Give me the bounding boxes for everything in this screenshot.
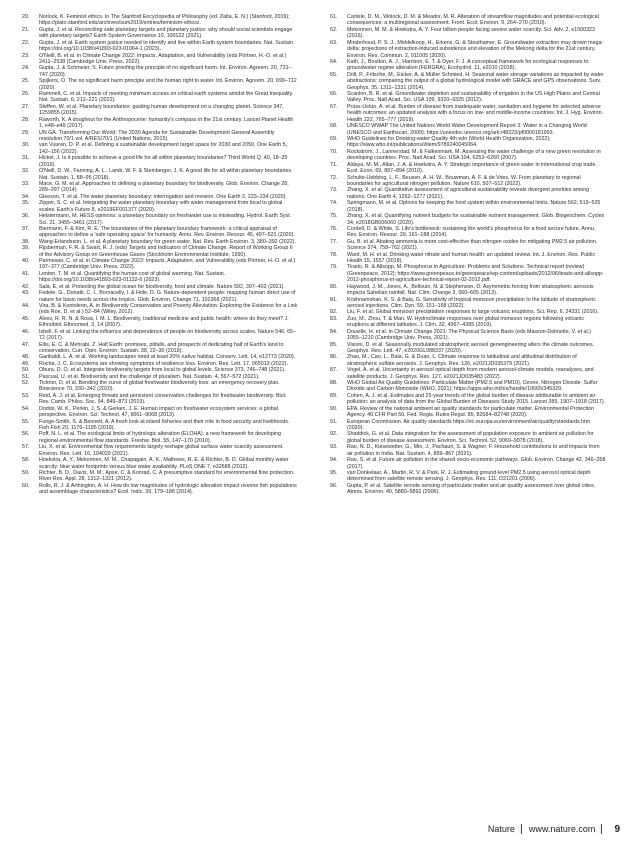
reference-number: 79.	[330, 264, 338, 271]
reference-number: 77.	[330, 238, 338, 245]
reference-number: 95.	[330, 469, 338, 476]
reference-item	[330, 27, 606, 40]
reference-number: 70.	[330, 148, 338, 155]
reference-text: Steffen, W. et al. Planetary boundaries: guiding human development on a changing planet. Science 347, 1259855 (2015).	[39, 103, 284, 117]
reference-number: 46.	[22, 328, 30, 335]
reference-item	[330, 367, 606, 380]
reference-item	[22, 258, 298, 271]
reference-item	[330, 264, 606, 283]
reference-text: EPA. Review of the national ambient air quality standards for particulate matter. Environmental Protection Agency. 40 CFR Part 50. Fed. Regis. Rules Regul. 85, 82684–82748 (2020).	[347, 405, 595, 419]
reference-item	[330, 200, 606, 213]
reference-item	[22, 470, 298, 483]
reference-text: Zhang, X. et al. Quantitative assessment of agricultural sustainability reveals divergent priorities among nations. One Earth 4, 1262–1277 (2021).	[347, 187, 590, 200]
reference-text: Kath, J., Boulton, A. J., Harrison, E. T. & Dyer, F. J. A conceptual framework for ecological responses to groundwater regime alteration (FERGRA). Ecohydrol. 11, e2010 (2018).	[347, 58, 589, 72]
reference-number: 51.	[22, 373, 30, 380]
reference-item	[330, 380, 606, 393]
reference-number: 74.	[330, 200, 338, 207]
reference-number: 33.	[22, 180, 30, 187]
reference-number: 43.	[22, 290, 30, 297]
reference-number: 54.	[22, 405, 30, 412]
reference-number: 52.	[22, 380, 30, 387]
reference-text: O'Neill, D. W., Fanning, A. L., Lamb, W. F. & Steinberger, J. K. A good life for all within planetary boundaries. Nat. Sustain. 1, 88–95 (2018).	[39, 168, 293, 181]
reference-number: 62.	[330, 26, 338, 33]
reference-number: 91.	[330, 418, 338, 425]
reference-text: Zipper, S. C. et al. Integrating the water planetary boundary with water management from local to global scales. Earth's Future 8, e2019EF001377 (2020).	[39, 200, 283, 213]
reference-item	[330, 252, 606, 265]
reference-text: van Vuuren, D. P. et al. Defining a sustainable development target space for 2030 and 2050. One Earth 5, 142–156 (2022).	[39, 142, 288, 155]
reference-item	[330, 162, 606, 175]
reference-text: Vogel, A. et al. Uncertainty in aerosol optical depth from modern aerosol-climate models, reanalyses, and satellite products. J. Geophys. Res. 127, e2021JD035483 (2022).	[347, 367, 594, 380]
reference-number: 81.	[330, 296, 338, 303]
reference-text: Prüss-Ustün, A. et al. Burden of disease from inadequate water, sanitation and hygiene for selected adverse health outcomes: an updated analysis with a focus on low- and middle-income countries. Int. J. Hyg. Environ. Health 222, 765–777 (2019).	[347, 103, 604, 123]
reference-number: 76.	[330, 225, 338, 232]
reference-item	[22, 168, 298, 181]
reference-item	[22, 53, 298, 66]
reference-item	[22, 419, 298, 432]
reference-text: Ellis, E. C. & Mehrabi, Z. Half Earth: promises, pitfalls, and prospects of dedicating half of Earth's land to conservation. Curr. Opin. Environ. Sustain. 38, 22–30 (2019).	[39, 341, 284, 354]
reference-number: 34.	[22, 193, 30, 200]
reference-text: Visioni, D. et al. Seasonally modulated stratospheric aerosol geoengineering alters the climate outcomes. Geophys. Res. Lett. 47, e2020GL088337 (2020).	[347, 341, 595, 354]
reference-item	[22, 142, 298, 155]
reference-number: 86.	[330, 354, 338, 361]
reference-number: 60.	[22, 482, 30, 489]
reference-number: 92.	[330, 431, 338, 438]
reference-item	[22, 431, 298, 444]
reference-number: 55.	[22, 418, 30, 425]
reference-item	[330, 354, 606, 367]
reference-number: 44.	[22, 302, 30, 309]
reference-text: European Commission. Air quality standards https://ec.europa.eu/environment/air/quality/standards.htm (2020).	[347, 418, 591, 431]
reference-item	[330, 419, 606, 432]
reference-text: Reid, A. J. et al. Emerging threats and persistent conservation challenges for freshwater biodiversity. Biol. Rev. Camb. Philos. Soc. 94, 849–873 (2019).	[39, 392, 287, 406]
reference-item	[22, 329, 298, 342]
reference-text: Heistermann, M. HESS opinions: a planetary boundary on freshwater use is misleading. Hydrol. Earth Syst. Sci. 21, 3455–3461 (2017).	[39, 213, 292, 226]
reference-item	[330, 226, 606, 239]
reference-number: 78.	[330, 251, 338, 258]
reference-item	[22, 91, 298, 104]
reference-text: Gupta, J. et al. Earth system justice needed to identify and live within Earth system boundaries. Nat. Sustain. https://doi.org/10.1038/s41893-023-01064-1 (2023).	[39, 39, 295, 53]
reference-item	[22, 483, 298, 496]
reference-text: Scanlon, B. R. et al. Groundwater depletion and sustainability of irrigation in the US High Plains and Central Valley. Proc. Natl Acad. Sci. USA 109, 9320–9325 (2012).	[347, 91, 600, 104]
reference-number: 50.	[22, 367, 30, 374]
reference-text: Dodds, W. K., Perkin, J. S. & Gerken, J. E. Human impact on freshwater ecosystem services: a global perspective. Environ. Sci. Technol. 47, 9061–9068 (2013).	[39, 405, 278, 419]
reference-number: 37.	[22, 225, 30, 232]
reference-item	[330, 342, 606, 355]
reference-number: 96.	[330, 482, 338, 489]
reference-number: 24.	[22, 65, 30, 72]
footer-separator	[521, 824, 522, 834]
reference-text: Haywood, J. M., Jones, A., Bellouin, N. & Stephenson, D. Asymmetric forcing from stratospheric aerosols impacts Sahelian rainfall. Nat. Clim. Change 3, 660–665 (2013).	[347, 283, 594, 297]
reference-text: Richter, B. D., Davis, M. M., Apse, C. & Konrad, C. A presumptive standard for environmental flow protection. River Res. Appl. 28, 1312–1321 (2012).	[39, 469, 295, 483]
reference-text: Cohen, A. J. et al. Estimates and 25-year trends of the global burden of disease attributable to ambient air pollution: an analysis of data from the Global Burden of Diseases Study 2015. Lancet 389, 1907–1918 (2017).	[347, 392, 606, 406]
reference-item	[22, 316, 298, 329]
reference-number: 53.	[22, 392, 30, 399]
reference-item	[330, 175, 606, 188]
reference-number: 65.	[330, 71, 338, 78]
reference-number: 21.	[22, 26, 30, 33]
reference-text: Hoekstra, A. Y., Mekonnen, M. M., Chapagain, A. K., Mathews, R. E. & Richter, B. D. Global monthly water scarcity: blue water footprints versus blue water availability. PLoS ONE 7, e32688 (2012).	[39, 457, 289, 470]
reference-text: Poff, N. L. et al. The ecological limits of hydrologic alteration (ELOHA): a new framework for developing regional environmental flow standards. Freshw. Biol. 55, 147–170 (2010).	[39, 431, 281, 444]
reference-item	[330, 40, 606, 59]
reference-text: Lenton, T. M. et al. Quantifying the human cost of global warming. Nat. Sustain. https://doi.org/10.1038/s41893-023-01132-6 (2023).	[39, 270, 226, 284]
reference-item	[330, 470, 606, 483]
reference-text: Zuo, M., Zhou, T. & Man, W. Hydroclimate responses over global monsoon regions following volcanic eruptions at different latitudes. J. Clim. 32, 4367–4385 (2019).	[347, 315, 585, 329]
reference-number: 59.	[22, 469, 30, 476]
reference-item	[330, 431, 606, 444]
reference-text: Minderhoud, P. S. J., Middelkoop, H., Erkens, G. & Stouthamer, E. Groundwater extraction may drown mega-delta: projections of extraction-induced subsidence and elevation of the Mekong delta for the 21st century. Environ. Res. Commun. 2, 011005 (2020).	[347, 39, 604, 59]
reference-item	[330, 72, 606, 91]
reference-text: Gupta, J. & Schmeier, S. Future proofing the principle of no significant harm. Int. Environ. Agreem. 20, 731–747 (2020).	[39, 65, 292, 78]
reference-number: 68.	[330, 123, 338, 130]
page-footer	[488, 822, 620, 836]
reference-item	[330, 59, 606, 72]
reference-text: Tickner, D. et al. Bending the curve of global freshwater biodiversity loss: an emergency recovery plan. Bioscience 70, 330–342 (2020).	[39, 380, 280, 393]
reference-number: 66.	[330, 91, 338, 98]
reference-text: Rockström, J., Lannerstad, M. & Falkenmark, M. Assessing the water challenge of a new green revolution in developing countries. Proc. Natl Acad. Sci. USA 104, 6253–6260 (2007).	[347, 148, 601, 162]
reference-item	[330, 187, 606, 200]
reference-text: Gu, B. et al. Abating ammonia is more cost-effective than nitrogen oxides for mitigating PM2.5 air pollution. Science 374, 758–762 (2021).	[347, 238, 598, 252]
reference-number: 28.	[22, 116, 30, 123]
reference-item	[330, 213, 606, 226]
reference-text: Vira, B. & Kontoleon, A. in Biodiversity Conservation and Poverty Alleviation: Exploring the Evidence for a Link (eds Roe, D. et al.) 52–84 (Wiley, 2012).	[39, 302, 298, 316]
reference-number: 94.	[330, 457, 338, 464]
reference-number: 63.	[330, 39, 338, 46]
reference-item	[22, 130, 298, 143]
reference-item	[22, 181, 298, 194]
page-number: 9	[614, 823, 620, 835]
reference-text: Krishnamohan, K. S. & Bala, G. Sensitivity of tropical monsoon precipitation to the latitude of stratospheric aerosol injections. Clim. Dyn. 59, 151–168 (2022).	[347, 296, 596, 309]
reference-text: Gupta, P. et al. Satellite remote sensing of particulate matter and air quality assessment over global cities. Atmos. Environ. 40, 5880–5892 (2006).	[347, 482, 596, 496]
reference-text: Sala, E. et al. Protecting the global ocean for biodiversity, food and climate. Nature 592, 397–402 (2021).	[39, 283, 285, 290]
reference-text: Biermann, F. & Kim, R. E. The boundaries of the planetary boundary framework: a critical appraisal of approaches to define a 'safe operating space' for humanity. Annu. Rev. Environ. Resour. 45, 497–521 (2020).	[39, 225, 295, 239]
reference-text: Mekonnen, M. M. & Hoekstra, A. Y. Four billion people facing severe water scarcity. Sci. Adv. 2, e1500323 (2016).	[347, 26, 595, 40]
reference-item	[22, 271, 298, 284]
reference-text: Schulte-Uebbing, L. F., Beusen, A. H. W., Bouwman, A. F. & de Vries, W. From planetary to regional boundaries for agricultural nitrogen pollution. Nature 610, 507–512 (2022).	[347, 174, 581, 187]
reference-number: 25.	[22, 78, 30, 85]
reference-number: 69.	[330, 136, 338, 143]
reference-text: Mace, G. M. et al. Approaches to defining a planetary boundary for biodiversity. Glob. Environ. Change 28, 289–297 (2014).	[39, 180, 289, 194]
reference-item	[22, 406, 298, 419]
reference-number: 80.	[330, 283, 338, 290]
reference-item	[22, 117, 298, 130]
reference-number: 58.	[22, 457, 30, 464]
reference-item	[22, 65, 298, 78]
reference-item	[22, 155, 298, 168]
reference-text: WHO Guidelines for Drinking-water Quality 4th edn (World Health Organization, 2022); https://www.who.int/publications/i/item/9789240045064.	[347, 136, 551, 149]
reference-item	[22, 78, 298, 91]
reference-number: 56.	[22, 431, 30, 438]
journal-website: www.nature.com	[528, 824, 596, 834]
reference-text: Cordell, D. & White, S. Life's bottleneck: sustaining the world's phosphorus for a food secure future. Annu. Rev. Environ. Resour. 39, 161–188 (2014).	[347, 225, 596, 239]
reference-item	[330, 284, 606, 297]
reference-number: 36.	[22, 213, 30, 220]
reference-number: 32.	[22, 168, 30, 175]
reference-text: Gleeson, T. et al. The water planetary boundary: interrogation and revision. One Earth 2, 223–234 (2020).	[39, 193, 287, 200]
reference-text: Gupta, J. et al. Reconciling safe planetary targets and planetary justice: why should social scientists engage with planetary targets? Earth System Governance 10, 100122 (2021).	[39, 26, 293, 40]
reference-text: WHO Global Air Quality Guidelines: Particulate Matter (PM2.5 and PM10), Ozone, Nitrogen Dioxide, Sulfur Dioxide and Carbon Monoxide (WHO, 2021); https://apps.who.int/iris/handle/10665/345329.	[347, 380, 598, 393]
reference-text: Aldaya, M. M., Allan, J. A. & Hoekstra, A. Y. Strategic importance of green water in international crop trade. Ecol. Econ. 69, 887–894 (2010).	[347, 161, 597, 175]
reference-text: Norlock, K. Feminist ethics. In The Stanford Encyclopedia of Philosophy (ed. Zalta, E. N.) (Stanford, 2019); https://plato.stanford.edu/archives/sum2019/entries/feminism-ethics/.	[39, 14, 290, 27]
reference-number: 90.	[330, 405, 338, 412]
reference-number: 83.	[330, 315, 338, 322]
reference-text: UNESCO WWAP The United Nations World Water Development Report 3: Water in a Changing World (UNESCO and Earthscan, 2009); https://unesdoc.unesco.org/ark:/48223/pf0000181993.	[347, 123, 587, 136]
reference-number: 45.	[22, 315, 30, 322]
reference-text: Rocha, J. C. Ecosystems are showing symptoms of resilience loss. Environ. Res. Lett. 17, 065013 (2022).	[39, 360, 288, 367]
reference-item	[330, 444, 606, 457]
reference-text: UN GA. Transforming Our World: The 2030 Agenda for Sustainable Development General Assembly resolution 70/1 vol. A/RES/70/1 (United Nations, 2015).	[39, 129, 275, 143]
reference-text: Zhao, M., Cao, L., Bala, G. & Duan, L. Climate response to latitudinal and altitudinal distribution of stratospheric sulfate aerosols. J. Geophys. Res. 126, e2021JD035379 (2021).	[347, 354, 577, 367]
reference-text: Liu, F. et al. Global monsoon precipitation responses to large volcanic eruptions. Sci. Rep. 6, 24331 (2016).	[347, 309, 599, 316]
reference-number: 88.	[330, 380, 338, 387]
reference-text: O'Neill, B. et al. in Climate Change 2022: Impacts, Adaptation, and Vulnerability (eds Pörtner, H.-O. et al.) 2411–2538 (Cambridge Univ. Press, 2022).	[39, 52, 287, 65]
reference-text: Zhang, X. et al. Quantifying nutrient budgets for sustainable nutrient management. Glob. Biogeochem. Cycles 34, e2018GB006060 (2020).	[347, 213, 605, 226]
reference-text: Pascual, U. et al. Biodiversity and the challenge of pluralism. Nat. Sustain. 4, 567–572 (2021).	[39, 373, 260, 380]
reference-number: 22.	[22, 39, 30, 46]
reference-number: 35.	[22, 200, 30, 207]
reference-text: Rao, N. D., Kiesewetter, G., Min, J., Pachauri, S. & Wagner, F. Household contributions to and impacts from air pollution in India. Nat. Sustain. 4, 859–867 (2021).	[347, 444, 600, 457]
reference-item	[330, 457, 606, 470]
reference-item	[22, 104, 298, 117]
reference-number: 93.	[330, 444, 338, 451]
references-right-column	[330, 14, 606, 496]
reference-text: Douville, H. et al. in Climate Change 2021: The Physical Science Basis (eds Masson-Delmotte, V. et al.) 1055–1210 (Cambridge Univ. Press, 2021).	[347, 328, 591, 342]
reference-number: 71.	[330, 161, 338, 168]
reference-number: 64.	[330, 58, 338, 65]
reference-number: 41.	[22, 270, 30, 277]
reference-item	[330, 239, 606, 252]
reference-text: Shaddick, G. et al. Data integration for the assessment of population exposure to ambient air pollution for global burden of disease assessment. Environ. Sci. Technol. 52, 9069–9078 (2018).	[347, 431, 594, 444]
reference-item	[22, 27, 298, 40]
reference-number: 27.	[22, 103, 30, 110]
reference-number: 49.	[22, 360, 30, 367]
reference-item	[22, 226, 298, 239]
reference-number: 42.	[22, 283, 30, 290]
reference-text: Spijkers, O. The no significant harm principle and the human right to water. Int. Environ. Agreem. 20, 699–712 (2020).	[39, 78, 297, 91]
reference-text: Parmesan, C. et al. in Climate Change 2022: Impacts, Adaptation, and Vulnerability (eds Pörtner, H.-O. et al.) 197–377 (Cambridge Univ. Press, 2022).	[39, 258, 296, 271]
reference-text: Springmann, M. et al. Options for keeping the food system within environmental limits. Nature 562, 519–525 (2018).	[347, 200, 601, 213]
reference-text: Isbell, F. et al. Linking the influence and dependence of people on biodiversity across scales. Nature 546, 65–72 (2017).	[39, 328, 296, 342]
reference-number: 38.	[22, 238, 30, 245]
reference-item	[330, 393, 606, 406]
reference-text: Wang-Erlandsson, L. et al. A planetary boundary for green water. Nat. Rev. Earth Environ. 3, 380–392 (2022).	[39, 238, 296, 245]
reference-item	[330, 91, 606, 104]
reference-number: 84.	[330, 328, 338, 335]
reference-item	[22, 14, 298, 27]
reference-number: 67.	[330, 103, 338, 110]
reference-number: 23.	[22, 52, 30, 59]
reference-text: Rijsberman, F. R. & Swart, R. J. (eds) Targets and Indicators of Climate Change. Report of Working Group II of the Advisory Group on Greenhouse Gases (Stockholm Environmental Institute, 1990).	[39, 245, 293, 258]
reference-number: 57.	[22, 444, 30, 451]
reference-item	[22, 200, 298, 213]
reference-item	[22, 342, 298, 355]
reference-item	[22, 393, 298, 406]
reference-number: 87.	[330, 367, 338, 374]
reference-item	[22, 380, 298, 393]
reference-item	[330, 136, 606, 149]
reference-item	[22, 213, 298, 226]
reference-item	[330, 316, 606, 329]
reference-item	[22, 40, 298, 53]
reference-text: Ward, M. H. et al. Drinking water nitrate and human health: an updated review. Int. J. Environ. Res. Public Health 15, 1557 (2018).	[347, 251, 596, 265]
reference-item	[22, 245, 298, 258]
footer-separator-2	[601, 824, 602, 834]
reference-item	[330, 329, 606, 342]
reference-number: 20.	[22, 14, 30, 20]
reference-number: 73.	[330, 187, 338, 194]
reference-text: Obura, D. O. et al. Integrate biodiversity targets from local to global levels. Science 373, 746–748 (2021).	[39, 367, 286, 374]
reference-text: Garibaldi, L. A. et al. Working landscapes need at least 20% native habitat. Conserv. Lett. 14, e12773 (2020).	[39, 354, 296, 361]
reference-item	[22, 303, 298, 316]
reference-text: Tirado, R. & Allsopp, M. Phosphorus in Agriculture: Problems and Solutions. Technical report (review) (Greenpeace, 2012); https://www.greenpeace.to/greenpeace/wp-content/uploads/2012/06/tirado-and-allsopp-2012-phosphorus-in-agriculture-technical-report-02-2012.pdf.	[347, 264, 604, 284]
reference-text: Rammelt, C. et al. Impacts of meeting minimum access on critical earth systems amidst the Great Inequality. Nat. Sustain. 6, 212–221 (2022).	[39, 91, 294, 104]
reference-item	[330, 297, 606, 310]
reference-text: Liu, X. et al. Environmental flow requirements largely reshape global surface water scarcity assessment. Environ. Res. Lett. 16, 104029 (2021).	[39, 444, 284, 457]
reference-item	[330, 14, 606, 27]
reference-item	[22, 290, 298, 303]
reference-number: 61.	[330, 14, 338, 20]
reference-text: Carlisle, D. M., Wolock, D. M. & Meador, M. R. Alteration of streamflow magnitudes and potential ecological consequences: a multiregional assessment. Front. Ecol. Environ. 9, 264–270 (2010).	[347, 14, 599, 27]
reference-item	[22, 457, 298, 470]
journal-name: Nature	[487, 824, 515, 834]
reference-item	[22, 444, 298, 457]
reference-number: 40.	[22, 258, 30, 265]
reference-text: Döll, P., Fritsche, M., Eicker, A. & Müller Schmied, H. Seasonal water storage variations as impacted by water abstractions: comparing the output of a global hydrological model with GRACE and GPS observations. Surv. Geophys. 35, 1311–1331 (2014).	[347, 71, 604, 91]
reference-text: Alves, R. R. N. & Rosa, I. M. L. Biodiversity, traditional medicine and public health: where do they meet? J. Ethnobiol. Ethnomed. 3, 14 (2007).	[39, 315, 289, 329]
reference-number: 72.	[330, 174, 338, 181]
reference-number: 31.	[22, 155, 30, 162]
reference-number: 89.	[330, 392, 338, 399]
reference-item	[330, 406, 606, 419]
reference-text: Fedele, G., Donatti, C. I., Bornacelly, I. & Hole, D. G. Nature-dependent people: mapping human direct use of nature for basic needs across the tropics. Glob. Environ. Change 71, 102368 (2021).	[39, 290, 296, 303]
reference-number: 47.	[22, 341, 30, 348]
reference-item	[330, 104, 606, 123]
references-left-column	[22, 14, 298, 496]
reference-text: van Donkelaar, A., Martin, R. V. & Park, R. J. Estimating ground-level PM2.5 using aerosol optical depth determined from satellite remote sensing. J. Geophys. Res. 111, D21201 (2006).	[347, 469, 591, 483]
reference-text: Rao, S. et al. Future air pollution in the shared socio-economic pathways. Glob. Environ. Change 42, 346–358 (2017).	[347, 457, 606, 470]
reference-item	[330, 149, 606, 162]
reference-number: 30.	[22, 142, 30, 149]
reference-number: 75.	[330, 213, 338, 220]
reference-number: 82.	[330, 309, 338, 316]
reference-text: Funge-Smith, S. & Bennett, A. A fresh look at inland fisheries and their role in food security and livelihoods. Fish Fish 20, 1176–1195 (2019).	[39, 418, 290, 431]
reference-number: 85.	[330, 341, 338, 348]
reference-text: Hickel, J. Is it possible to achieve a good life for all within planetary boundaries? Third World Q. 40, 18–35 (2019).	[39, 155, 288, 168]
reference-text: Rolls, R. J. & Arthington, A. H. How do low magnitudes of hydrologic alteration impact riverine fish populations and assemblage characteristics? Ecol. Indic. 39, 179–188 (2014).	[39, 482, 297, 496]
reference-text: Raworth, K. A doughnut for the Anthropocene: humanity's compass in the 21st century. Lancet Planet Health 1, e48–e49 (2017).	[39, 116, 294, 130]
reference-number: 48.	[22, 354, 30, 361]
reference-item	[330, 483, 606, 496]
reference-number: 29.	[22, 129, 30, 136]
reference-number: 26.	[22, 91, 30, 98]
reference-item	[330, 123, 606, 136]
reference-number: 39.	[22, 245, 30, 252]
